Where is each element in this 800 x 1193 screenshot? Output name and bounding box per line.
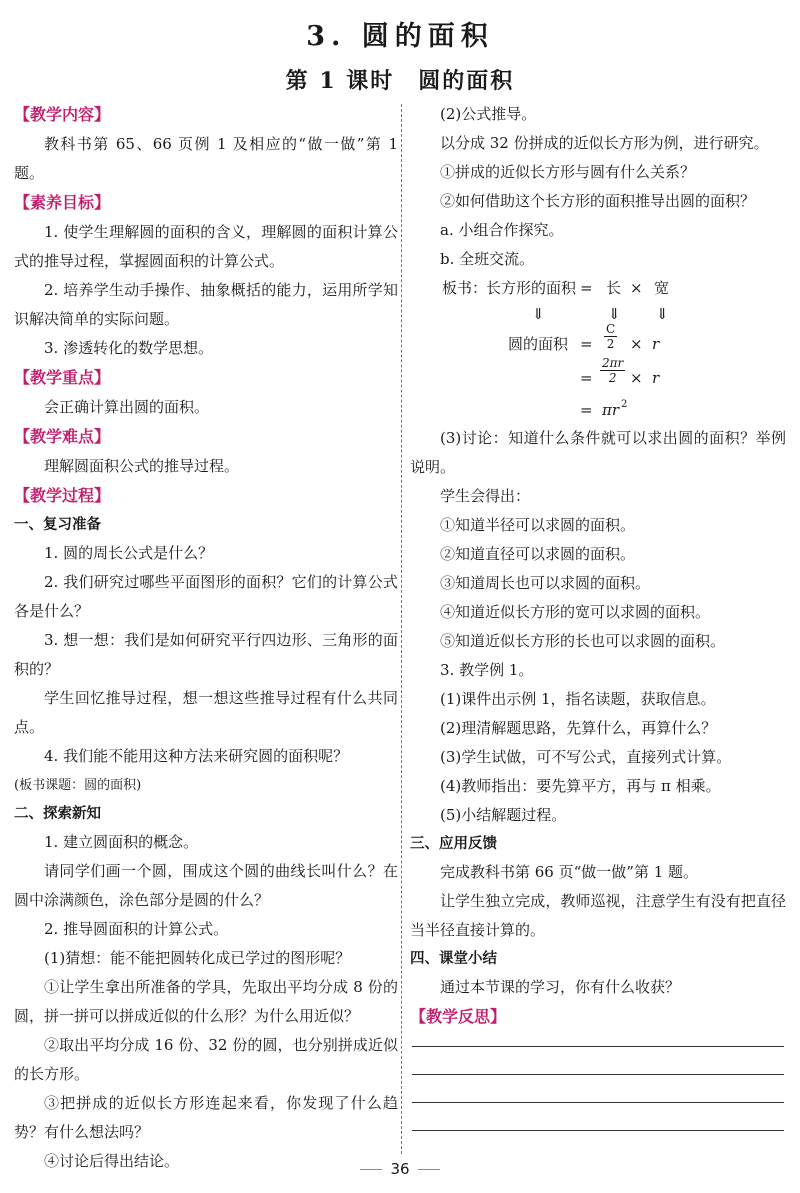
feedback-item: 让学生独立完成，教师巡视，注意学生有没有把直径当半径直接计算的。 — [410, 892, 786, 939]
length-label: 长 — [606, 279, 622, 297]
review-item: 4. 我们能不能用这种方法来研究圆的面积呢？ — [44, 747, 349, 765]
fraction-numerator: 2πr — [602, 356, 624, 370]
goal-item: 3. 渗透转化的数学思想。 — [44, 339, 214, 357]
key-point-text: 会正确计算出圆的面积。 — [44, 398, 210, 416]
discussion-item: 学生会得出： — [440, 487, 531, 505]
page-number: 36 — [390, 1160, 410, 1178]
derivation-item: ①拼成的近似长方形与圆有什么关系？ — [440, 163, 696, 181]
example-item: (5)小结解题过程。 — [440, 806, 567, 824]
goal-item: 2. 培养学生动手操作、抽象概括的能力，运用所学知识解决简单的实际问题。 — [14, 281, 398, 328]
feedback-item: 完成教科书第 66 页“做一做”第 1 题。 — [440, 863, 699, 881]
reflection-line — [412, 1130, 784, 1131]
review-item: 2. 我们研究过哪些平面图形的面积？它们的计算公式各是什么？ — [14, 573, 398, 620]
section-goals: 【素养目标】 — [14, 193, 111, 212]
width-label: 宽 — [654, 279, 670, 297]
heading-explore: 二、探索新知 — [14, 806, 101, 822]
equals-sign: = — [580, 369, 593, 387]
times-sign: × — [630, 369, 643, 387]
discussion-item: (3)讨论：知道什么条件就可以求出圆的面积？举例说明。 — [410, 429, 786, 476]
fraction-numerator: C — [606, 322, 616, 336]
review-item: 学生回忆推导过程，想一想这些推导过程有什么共同点。 — [14, 689, 398, 736]
fraction-denominator: 2 — [606, 337, 615, 351]
example-item: 3. 教学例 1。 — [440, 661, 534, 679]
derivation-item: (2)公式推导。 — [440, 105, 537, 123]
explore-item: 请同学们画一个圆，围成这个圆的曲线长叫什么？在圆中涂满颜色，涂色部分是圆的什么？ — [14, 862, 398, 909]
board-note: (板书课题：圆的面积) — [14, 778, 142, 793]
section-reflection: 【教学反思】 — [410, 1007, 507, 1026]
times-sign: × — [630, 279, 643, 297]
fraction-2pir-over-2 — [600, 356, 625, 385]
explore-item: ④讨论后得出结论。 — [44, 1152, 180, 1170]
section-teaching-content: 【教学内容】 — [14, 105, 111, 124]
reflection-line — [412, 1046, 784, 1047]
rect-area-label: 长方形的面积 — [486, 279, 577, 297]
explore-item: ②取出平均分成 16 份、32 份的圆，也分别拼成近似的长方形。 — [14, 1036, 398, 1083]
derivation-item: 以分成 32 份拼成的近似长方形为例，进行研究。 — [440, 134, 769, 152]
page-footer — [0, 1160, 800, 1178]
review-item: 3. 想一想：我们是如何研究平行四边形、三角形的面积的？ — [14, 631, 398, 678]
heading-feedback: 三、应用反馈 — [410, 836, 497, 852]
arrow-down-icon: ⇓ — [656, 305, 669, 323]
footer-dash — [418, 1169, 440, 1170]
explore-item: ①让学生拿出所准备的学具，先取出平均分成 8 份的圆，拼一拼可以拼成近似的什么形？为什么用近似？ — [14, 978, 398, 1025]
equals-sign: = — [580, 279, 593, 297]
section-difficulty: 【教学难点】 — [14, 427, 111, 446]
fraction-c-over-2 — [604, 322, 617, 351]
right-column — [410, 100, 786, 1032]
left-column — [14, 100, 398, 1176]
reflection-line — [412, 1102, 784, 1103]
example-item: (2)理清解题思路，先算什么，再算什么？ — [440, 719, 717, 737]
equals-sign: = — [580, 335, 593, 353]
square-exponent: 2 — [621, 399, 628, 410]
formula-derivation — [410, 274, 786, 424]
derivation-item: a. 小组合作探究。 — [440, 221, 564, 239]
summary-item: 通过本节课的学习，你有什么收获？ — [440, 978, 681, 996]
fraction-denominator: 2 — [608, 371, 617, 385]
heading-review: 一、复习准备 — [14, 517, 101, 533]
column-divider — [401, 104, 402, 1154]
discussion-item: ⑤知道近似长方形的长也可以求圆的面积。 — [440, 632, 726, 650]
example-item: (1)课件出示例 1，指名读题，获取信息。 — [440, 690, 716, 708]
discussion-item: ①知道半径可以求圆的面积。 — [440, 516, 636, 534]
difficulty-text: 理解圆面积公式的推导过程。 — [44, 457, 240, 475]
radius-symbol: r — [652, 369, 660, 387]
times-sign: × — [630, 335, 643, 353]
explore-item: (1)猜想：能不能把圆转化成已学过的图形呢？ — [44, 949, 351, 967]
explore-item: ③把拼成的近似长方形连起来看，你发现了什么趋势？有什么想法吗？ — [14, 1094, 398, 1141]
derivation-item: b. 全班交流。 — [440, 250, 535, 268]
heading-summary: 四、课堂小结 — [410, 951, 497, 967]
review-item: 1. 圆的周长公式是什么？ — [44, 544, 214, 562]
footer-dash — [360, 1169, 382, 1170]
teaching-content-text: 教科书第 65、66 页例 1 及相应的“做一做”第 1 题。 — [14, 135, 398, 182]
page-title: 3. 圆的面积 — [306, 21, 494, 52]
board-label: 板书： — [442, 279, 488, 297]
reflection-line — [412, 1074, 784, 1075]
radius-symbol: r — [652, 335, 660, 353]
explore-item: 1. 建立圆面积的概念。 — [44, 833, 199, 851]
derivation-item: ②如何借助这个长方形的面积推导出圆的面积？ — [440, 192, 756, 210]
example-item: (3)学生试做，可不写公式，直接列式计算。 — [440, 748, 732, 766]
discussion-item: ②知道直径可以求圆的面积。 — [440, 545, 636, 563]
section-process: 【教学过程】 — [14, 486, 111, 505]
example-item: (4)教师指出：要先算平方，再与 π 相乘。 — [440, 777, 721, 795]
equals-sign: = — [580, 401, 593, 419]
arrow-down-icon: ⇓ — [608, 305, 621, 323]
section-key-point: 【教学重点】 — [14, 368, 111, 387]
discussion-item: ③知道周长也可以求圆的面积。 — [440, 574, 651, 592]
lesson-subtitle: 第 1 课时 圆的面积 — [285, 68, 515, 94]
goal-item: 1. 使学生理解圆的面积的含义，理解圆的面积计算公式的推导过程，掌握圆面积的计算公式。 — [14, 223, 398, 270]
explore-item: 2. 推导圆面积的计算公式。 — [44, 920, 229, 938]
circle-area-label: 圆的面积 — [508, 335, 569, 353]
arrow-down-icon: ⇓ — [532, 305, 545, 323]
discussion-item: ④知道近似长方形的宽可以求圆的面积。 — [440, 603, 711, 621]
pi-r-term: πr — [602, 401, 620, 419]
